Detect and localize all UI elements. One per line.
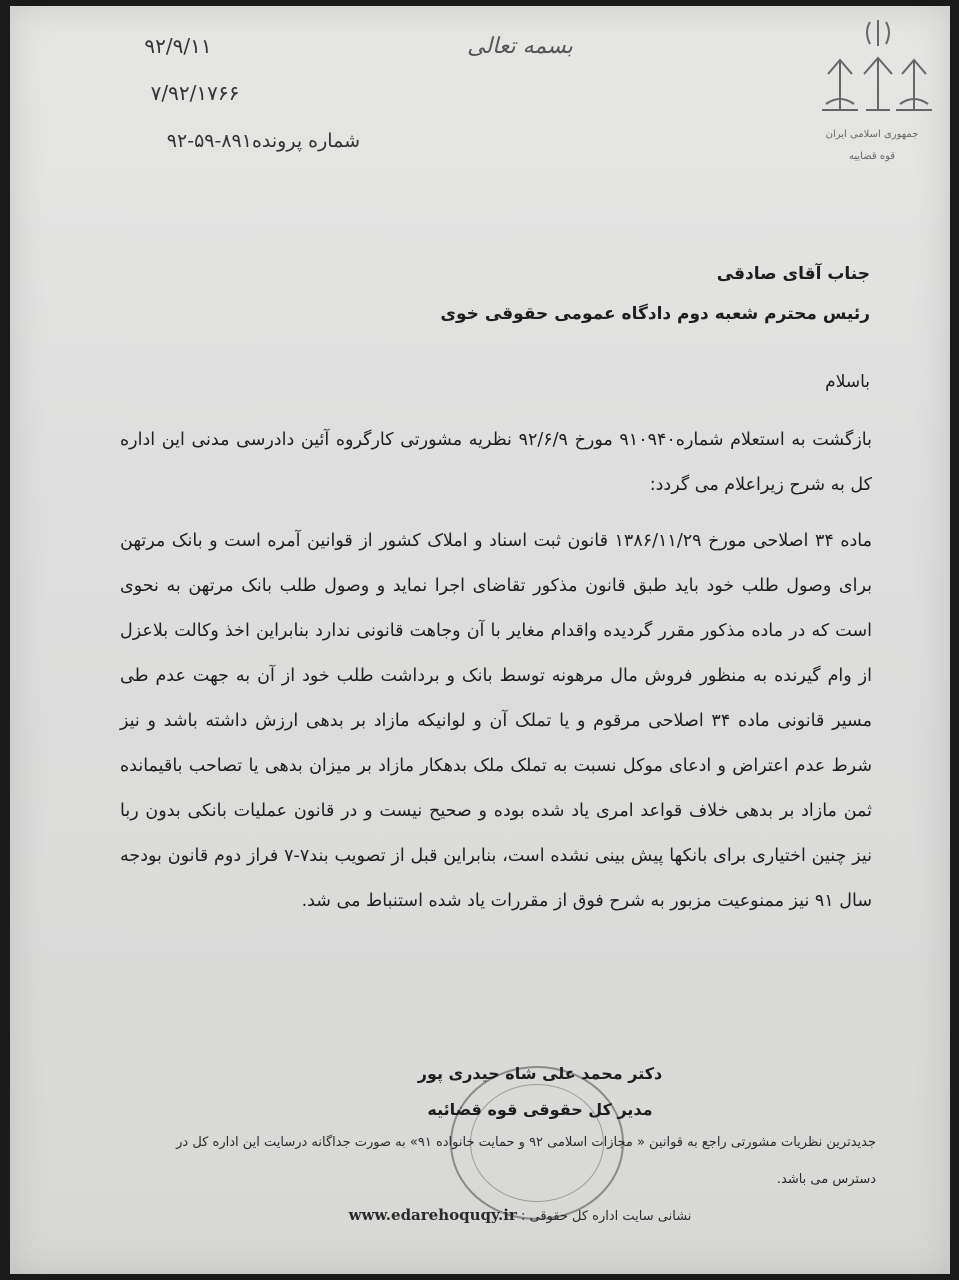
document-page: [10, 6, 950, 1274]
body-main-paragraph: ماده ۳۴ اصلاحی مورخ ۱۳۸۶/۱۱/۲۹ قانون ثبت اسناد و املاک کشور از قوانین آمره است و بانک مرتهن برای وصول طلب خود باید طبق قانون مذکور تقاضای اجرا نماید و وصول طلب بانک مرتهن به نحوی است که در ماده مذکور مقرر گردیده واقدام مغایر با آن وجاهت قانونی ندارد بنابراین اخذ وکالت بلاعزل از وام گیرنده به منظور فروش مال مرهونه توسط بانک و برداشت طلب خود از آن به جهت عدم طی مسیر قانونی ماده ۳۴ اصلاحی مرقوم و یا تملک آن و لوانیکه مازاد بر بدهی ارزش داشته باشد و نیز شرط عدم اعتراض و ادعای موکل نسبت به تملک ملک بدهکار مازاد بر میزان بدهی یا تصاحب باقیمانده ثمن مازاد بر بدهی خلاف قواعد امری یاد شده بوده و صحیح نیست و در قانون عملیات بانکی بدون ربا نیز چنین اختیاری برای بانکها پیش بینی نشده است، بنابراین قبل از تصویب بند۷-۷ فراز دوم قانون بودجه سال ۹۱ نیز ممنوعیت مزبور به شرح فوق از مقررات یاد شده استنباط می شد.: [120, 531, 872, 911]
website-line: [330, 1206, 710, 1224]
addressee-title: رئیس محترم شعبه دوم دادگاه عمومی حقوقی خوی: [440, 304, 870, 324]
website-url[interactable]: www.edarehoquqy.ir: [348, 1206, 517, 1224]
signatory-title: مدیر کل حقوقی قوه قضائیه: [427, 1100, 653, 1119]
body-intro-paragraph: بازگشت به استعلام شماره۹۱۰۹۴۰ مورخ ۹۲/۶/۹ نظریه مشورتی کارگروه آئین دادرسی مدنی این اداره کل به شرح زیراعلام می گردد:: [120, 430, 872, 495]
file-number: شماره پرونده۸۹۱-۵۹-۹۲: [166, 130, 360, 152]
signatory-name: دکتر محمد علی شاه حیدری پور: [417, 1064, 663, 1083]
reference-number: ۷/۹۲/۱۷۶۶: [150, 81, 240, 105]
signature-block: [390, 1056, 690, 1128]
greeting: باسلام: [825, 372, 870, 392]
website-label: نشانی سایت اداره کل حقوقی :: [520, 1209, 692, 1224]
footnote: جدیدترین نظریات مشورتی راجع به قوانین « مجازات اسلامی ۹۲ و حمایت خانواده ۹۱» به صورت جداگانه درسایت این اداره کل در دسترس می باشد.: [176, 1135, 876, 1187]
addressee-block: [440, 254, 870, 334]
letter-date: ۹۲/۹/۱۱: [144, 34, 212, 58]
invocation-text: بسمه تعالی: [467, 34, 573, 59]
emblem-caption: جمهوری اسلامی ایران قوه قضاییه: [825, 129, 919, 162]
letter-body: [120, 418, 872, 924]
addressee-name: جناب آقای صادقی: [716, 264, 870, 284]
